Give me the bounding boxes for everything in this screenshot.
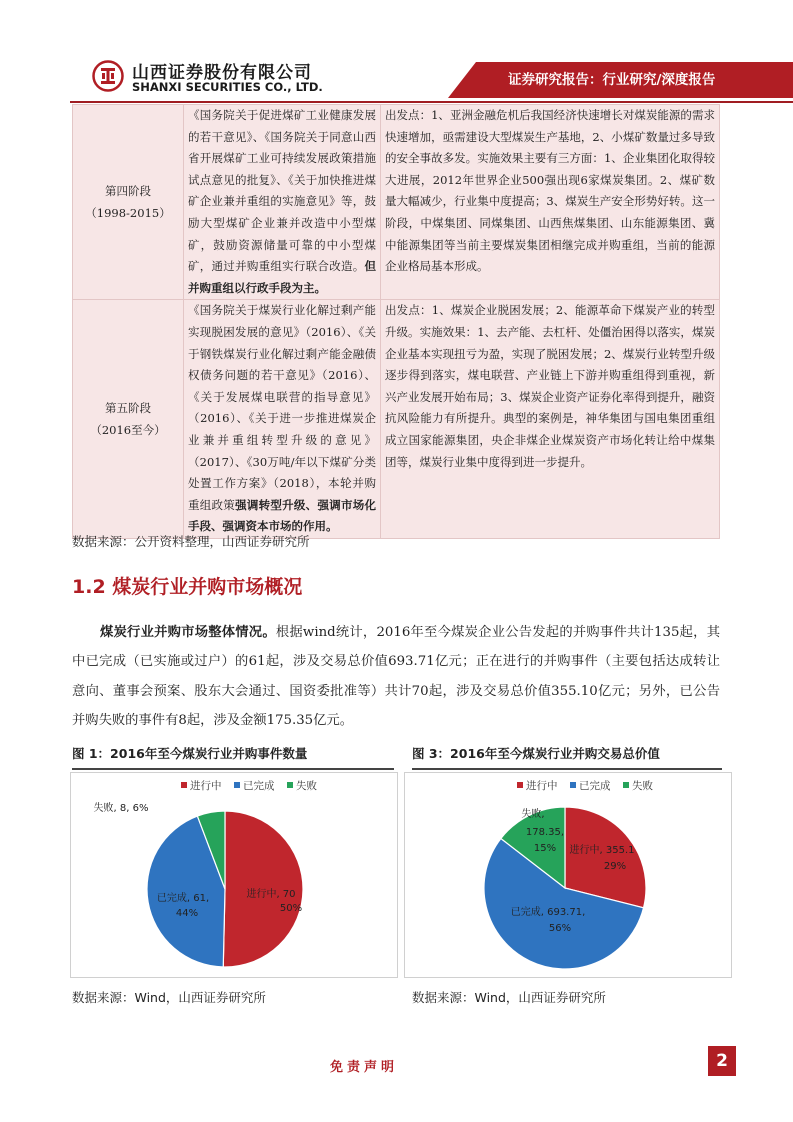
legend-item — [517, 779, 558, 792]
figure-1-title: 图 1：2016年至今煤炭行业并购事件数量 — [72, 746, 308, 761]
company-logo-icon — [92, 60, 124, 92]
data-label: 178.35, — [525, 827, 565, 838]
legend-item — [181, 779, 222, 792]
legend-label: 已完成 — [243, 780, 275, 792]
data-label: 失败, 8, 6% — [93, 803, 149, 814]
table-row — [73, 105, 720, 300]
legend-label: 进行中 — [190, 780, 222, 792]
legend-swatch — [181, 782, 187, 788]
report-type: 证券研究报告：行业研究/深度报告 — [508, 72, 716, 88]
page-number: 2 — [708, 1046, 736, 1076]
data-label: 进行中, 70 — [246, 889, 296, 900]
effect-cell — [381, 105, 720, 300]
legend-label: 失败 — [296, 780, 317, 792]
policy-text: 《国务院关于促进煤矿工业健康发展的若干意见》、《国务院关于同意山西省开展煤矿工业可持续发展政策措施试点意见的批复》、《关于加快推进煤矿企业兼并重组的实施意见》等，鼓励大型煤矿企业兼并改造中小型煤矿，鼓励资源储量可靠的中小型煤矿，通过并购重组实行联合改造。 — [188, 108, 376, 274]
legend-item — [570, 779, 611, 792]
data-label: 失败, — [521, 809, 545, 820]
legend-swatch — [570, 782, 576, 788]
legend-item — [623, 779, 653, 792]
stage-years: （1998-2015） — [85, 206, 171, 221]
stage-cell — [73, 105, 184, 300]
policy-cell — [184, 300, 381, 539]
table-row — [73, 300, 720, 539]
effect-cell — [381, 300, 720, 539]
policy-text: 《国务院关于煤炭行业化解过剩产能实现脱困发展的意见》（2016）、《关于钢铁煤炭行业化解过剩产能金融债权债务问题的若干意见》（2016）、《关于发展煤电联营的指导意见》（2016）、《关于进一步推进煤炭企业兼并重组转型升级的意见》（2017）、《30万吨/年以下煤矿分类处置工作方案》（2018），本轮并购重组政策 — [188, 303, 376, 512]
page-header — [0, 0, 793, 110]
figure-3-rule — [412, 768, 722, 770]
stage-name: 第五阶段 — [105, 401, 151, 416]
effect-text: 出发点：1、煤炭企业脱困发展；2、能源革命下煤炭产业的转型升级。实施效果：1、去产能、去杠杆、处僵治困得以落实，煤炭企业基本实现扭亏为盈，实现了脱困发展；2、煤炭行业转型升级逐步得到落实，煤电联营、产业链上下游并购重组得到重视，新兴产业发展开始布局；3、煤炭企业资产证券化率得到提升，融资抗风险能力有所提升。典型的案例是，神华集团与国电集团重组成立国家能源集团，央企非煤企业煤炭资产市场化转让给中煤集团等，煤炭行业集中度得到进一步提升。 — [385, 303, 715, 469]
section-title: 1.2 煤炭行业并购市场概况 — [72, 576, 303, 598]
stage-years: （2016至今） — [90, 423, 166, 438]
figure-3-title: 图 3：2016年至今煤炭行业并购交易总价值 — [412, 746, 660, 761]
company-name-en: SHANXI SECURITIES CO., LTD. — [132, 80, 323, 94]
policy-emphasis: 强调转型升级、强调市场化手段、强调资本市场的作用。 — [188, 497, 377, 534]
company-name-cn: 山西证券股份有限公司 — [132, 63, 312, 83]
figure-1-source: 数据来源：Wind，山西证券研究所 — [72, 990, 266, 1005]
legend-swatch — [234, 782, 240, 788]
body-paragraph — [72, 618, 720, 736]
header-divider — [70, 101, 793, 103]
merger-stages-table — [72, 104, 720, 539]
table-source: 数据来源：公开资料整理，山西证券研究所 — [72, 534, 310, 549]
policy-cell — [184, 105, 381, 300]
stage-name: 第四阶段 — [105, 184, 151, 199]
legend-swatch — [517, 782, 523, 788]
percent-label: 50% — [279, 903, 303, 914]
pie-chart-value — [405, 773, 731, 977]
disclaimer-link[interactable]: 免责声明 — [330, 1060, 399, 1075]
legend-label: 进行中 — [526, 780, 558, 792]
figure-1-rule — [72, 768, 394, 770]
data-label: 已完成, 693.71, — [510, 907, 586, 918]
percent-label: 29% — [603, 861, 627, 872]
pie-chart-events — [71, 773, 397, 977]
policy-emphasis: 但并购重组以行政手段为主。 — [188, 259, 376, 295]
paragraph-body: 根据wind统计，2016年至今煤炭企业公告发起的并购事件共计135起，其中已完成（已实施或过户）的61起，涉及交易总价值693.71亿元；正在进行的并购事件（主要包括达成转让意向、董事会预案、股东大会通过、国资委批准等）共计70起，涉及交易总价值355.10亿元；另外，已公告并购失败的事件有8起，涉及金额175.35亿元。 — [72, 625, 720, 729]
legend-item — [287, 779, 317, 792]
legend-label: 失败 — [632, 780, 653, 792]
figure-1-chart — [70, 772, 398, 978]
paragraph-lead: 煤炭行业并购市场整体情况。 — [100, 625, 276, 640]
percent-label: 44% — [175, 908, 199, 919]
legend-swatch — [623, 782, 629, 788]
data-label: 进行中, 355.1 — [569, 845, 635, 856]
stage-cell — [73, 300, 184, 539]
percent-label: 15% — [533, 843, 557, 854]
data-label: 已完成, 61, — [156, 893, 210, 904]
legend-swatch — [287, 782, 293, 788]
figure-3-chart — [404, 772, 732, 978]
legend-item — [234, 779, 275, 792]
figure-3-source: 数据来源：Wind，山西证券研究所 — [412, 990, 606, 1005]
effect-text: 出发点：1、亚洲金融危机后我国经济快速增长对煤炭能源的需求快速增加，亟需建设大型煤炭生产基地，2、小煤矿数量过多导致的安全事故多发。实施效果主要有三方面：1、企业集团化取得较大进展，2012年世界企业500强出现6家煤炭集团。2、煤矿数量大幅减少，行业集中度提高；3、煤炭生产安全形势好转。这一阶段，中煤集团、同煤集团、山西焦煤集团、山东能源集团、冀中能源集团等当前主要煤炭集团相继完成并购重组，当前的能源企业格局基本形成。 — [385, 108, 715, 274]
legend-label: 已完成 — [579, 780, 611, 792]
percent-label: 56% — [548, 923, 572, 934]
